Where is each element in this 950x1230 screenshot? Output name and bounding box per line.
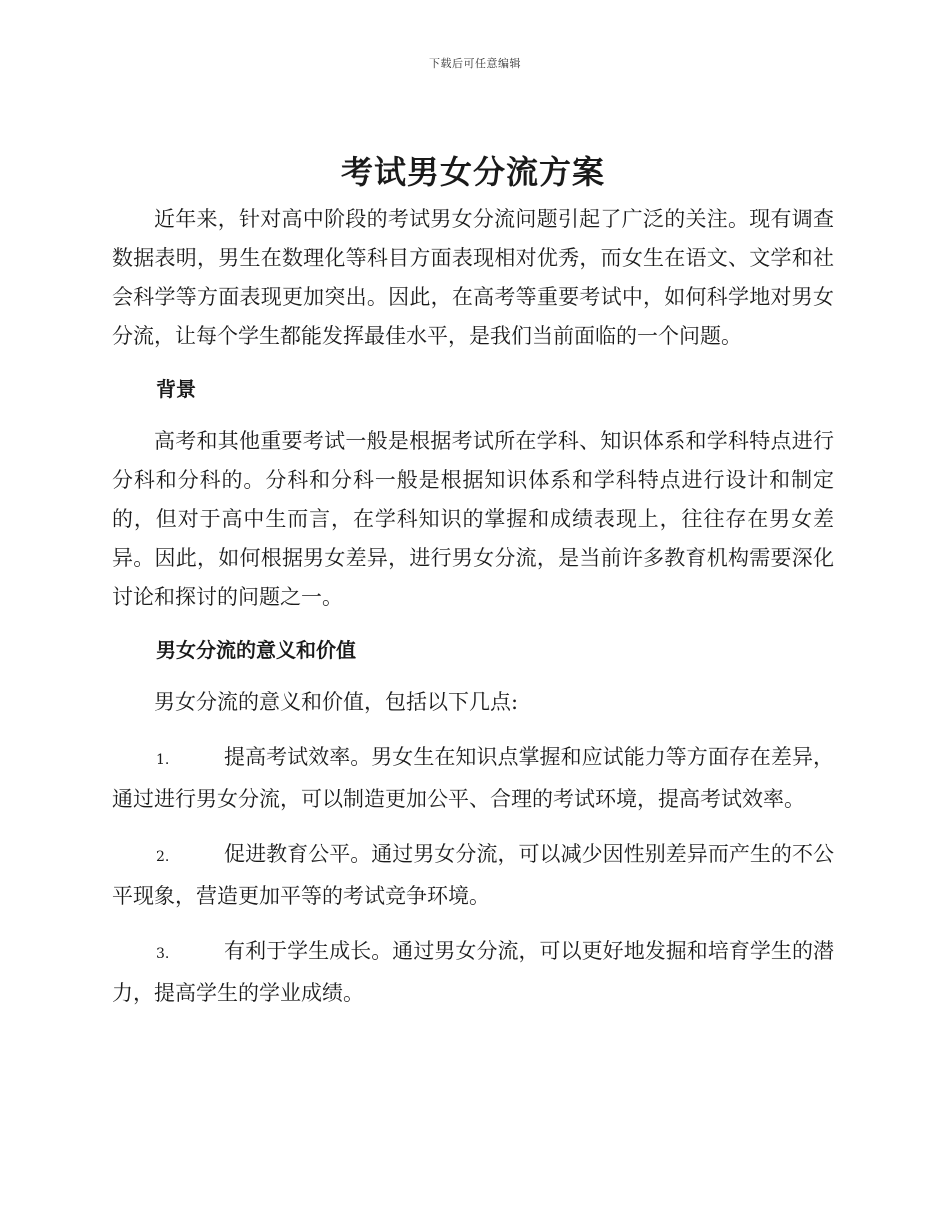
document-body [112, 148, 834, 1013]
list-item [112, 835, 834, 916]
list-number: 2. [156, 849, 170, 865]
header-note: 下载后可任意编辑 [429, 57, 521, 70]
list-number: 3. [156, 946, 170, 962]
significance-intro-paragraph: 男女分流的意义和价值，包括以下几点: [154, 690, 519, 714]
list-item [112, 738, 834, 819]
section-heading-background: 背景 [156, 377, 196, 401]
intro-paragraph: 近年来，针对高中阶段的考试男女分流问题引起了广泛的关注。现有调查数据表明，男生在数理化等科目方面表现相对优秀，而女生在语文、文学和社会科学等方面表现更加突出。因此，在高考等重要考试中，如何科学地对男女分流，让每个学生都能发挥最佳水平，是我们当前面临的一个问题。 [112, 207, 834, 348]
background-paragraph: 高考和其他重要考试一般是根据考试所在学科、知识体系和学科特点进行分科和分科的。分科和分科一般是根据知识体系和学科特点进行设计和制定的，但对于高中生而言，在学科知识的掌握和成绩表现上，往往存在男女差异。因此，如何根据男女差异，进行男女分流，是当前许多教育机构需要深化讨论和探讨的问题之一。 [112, 429, 834, 609]
list-item-text: 有利于学生成长。通过男女分流，可以更好地发掘和培育学生的潜力，提高学生的学业成绩。 [112, 939, 834, 1005]
list-item [112, 932, 834, 1013]
list-item-text: 促进教育公平。通过男女分流，可以减少因性别差异而产生的不公平现象，营造更加平等的考试竞争环境。 [112, 842, 834, 908]
list-item-text: 提高考试效率。男女生在知识点掌握和应试能力等方面存在差异，通过进行男女分流，可以制造更加公平、合理的考试环境，提高考试效率。 [112, 745, 834, 811]
section-heading-significance: 男女分流的意义和价值 [156, 638, 356, 662]
document-title: 考试男女分流方案 [340, 153, 605, 191]
list-number: 1. [156, 752, 170, 768]
